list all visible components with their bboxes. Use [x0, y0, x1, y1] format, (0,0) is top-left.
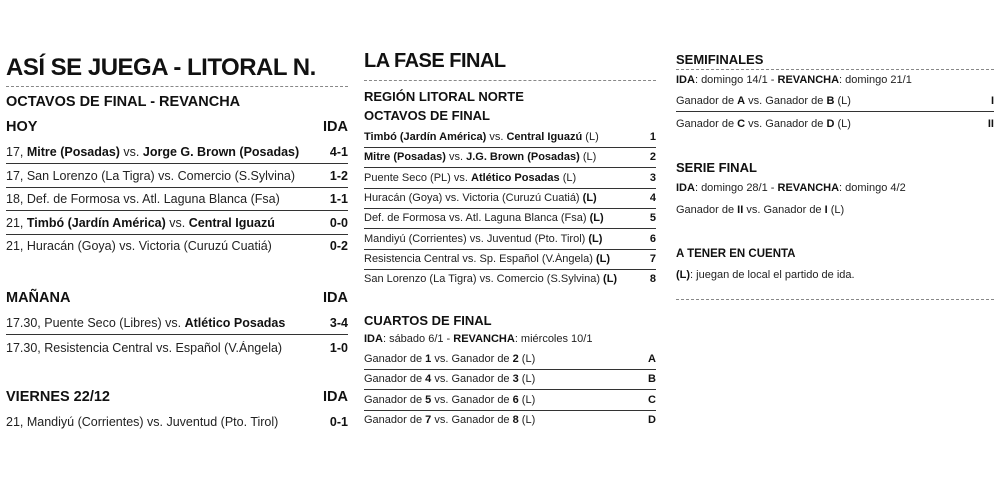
match-value: 3-4: [329, 316, 348, 330]
page-title: ASÍ SE JUEGA - LITORAL N.: [6, 54, 316, 81]
note-text: (L): juegan de local el partido de ida.: [676, 269, 855, 281]
match-value: 0-0: [329, 215, 348, 230]
match-value: 3: [649, 171, 656, 184]
match-text: Ganador de 5 vs. Ganador de 6 (L): [364, 393, 536, 406]
day-label: HOY: [6, 119, 38, 135]
match-value: 1-2: [329, 168, 348, 183]
match-text: 18, Def. de Formosa vs. Atl. Laguna Blanca (Fsa): [6, 192, 280, 206]
match-text: Puente Seco (PL) vs. Atlético Posadas (L): [364, 171, 577, 184]
octavos-row: [364, 188, 656, 209]
cuartos-row: [364, 349, 656, 370]
semis-divider: [676, 69, 994, 70]
cuartos-row: [364, 410, 656, 430]
match-value: B: [648, 373, 656, 386]
region-title: REGIÓN LITORAL NORTE: [364, 89, 524, 104]
day-label: VIERNES 22/12: [6, 389, 110, 405]
match-text: Ganador de C vs. Ganador de D (L): [676, 118, 851, 130]
cuartos-title: CUARTOS DE FINAL: [364, 313, 492, 328]
day-label: MAÑANA: [6, 290, 71, 306]
match-text: 21, Timbó (Jardín América) vs. Central Iguazú: [6, 215, 275, 230]
ida-label: IDA: [323, 389, 348, 405]
match-value: D: [648, 413, 656, 426]
block-header-viernes: [6, 389, 348, 405]
match-text: Def. de Formosa vs. Atl. Laguna Blanca (Fsa) (L): [364, 212, 604, 225]
match-text: Ganador de A vs. Ganador de B (L): [676, 95, 851, 107]
cuartos-schedule: IDA: sábado 6/1 - REVANCHA: miércoles 10/1: [364, 333, 593, 345]
final-matchup: Ganador de II vs. Ganador de I (L): [676, 204, 845, 216]
octavos-title: OCTAVOS DE FINAL: [364, 108, 490, 123]
match-value: I: [990, 95, 994, 107]
match-text: 17, San Lorenzo (La Tigra) vs. Comercio (S.Sylvina): [6, 168, 296, 183]
match-value: C: [648, 393, 656, 406]
result-row: [6, 411, 348, 433]
octavos-row: [364, 127, 656, 148]
ida-label: IDA: [323, 119, 348, 135]
match-value: 8: [649, 273, 656, 286]
match-text: 17, Mitre (Posadas) vs. Jorge G. Brown (Posadas): [6, 145, 300, 159]
match-text: 17.30, Resistencia Central vs. Español (V.Ángela): [6, 341, 283, 355]
match-text: Mitre (Posadas) vs. J.G. Brown (Posadas) (L): [364, 151, 597, 164]
block-header-manana: [6, 290, 348, 306]
cuartos-row: [364, 369, 656, 390]
match-value: 0-2: [329, 239, 348, 253]
match-text: Ganador de 4 vs. Ganador de 3 (L): [364, 373, 536, 386]
match-value: 0-1: [329, 415, 348, 429]
match-text: Huracán (Goya) vs. Victoria (Curuzú Cuatiá) (L): [364, 191, 597, 204]
octavos-row: [364, 269, 656, 289]
match-value: II: [987, 118, 994, 130]
match-text: Timbó (Jardín América) vs. Central Iguazú (L): [364, 131, 599, 143]
title-divider: [6, 86, 348, 87]
final-title: SERIE FINAL: [676, 160, 757, 175]
match-value: 7: [649, 252, 656, 265]
match-text: 21, Mandiyú (Corrientes) vs. Juventud (Pto. Tirol): [6, 415, 279, 429]
result-row: [6, 188, 348, 211]
octavos-row: [364, 249, 656, 270]
block-header-hoy: [6, 119, 348, 135]
final-schedule: IDA: domingo 28/1 - REVANCHA: domingo 4/2: [676, 182, 906, 194]
octavos-row: [364, 229, 656, 250]
semis-row: [676, 114, 994, 134]
semis-row: [676, 91, 994, 112]
match-value: 6: [649, 232, 656, 245]
semis-schedule: IDA: domingo 14/1 - REVANCHA: domingo 21/1: [676, 74, 912, 86]
match-text: Ganador de 7 vs. Ganador de 8 (L): [364, 413, 536, 426]
result-row: [6, 165, 348, 188]
match-value: 1-1: [329, 192, 348, 206]
match-value: 1: [649, 131, 656, 143]
section-title: OCTAVOS DE FINAL - REVANCHA: [6, 94, 241, 110]
note-divider: [676, 299, 994, 300]
note-title: A TENER EN CUENTA: [676, 248, 796, 260]
result-row: [6, 312, 348, 335]
match-value: 2: [649, 151, 656, 164]
match-text: Resistencia Central vs. Sp. Español (V.Ángela) (L): [364, 252, 610, 265]
ida-label: IDA: [323, 290, 348, 306]
octavos-row: [364, 168, 656, 189]
match-text: 17.30, Puente Seco (Libres) vs. Atlético Posadas: [6, 316, 286, 330]
match-value: 4-1: [329, 145, 348, 159]
cuartos-row: [364, 390, 656, 411]
match-text: Mandiyú (Corrientes) vs. Juventud (Pto. Tirol) (L): [364, 232, 603, 245]
fase-divider: [364, 80, 656, 81]
match-text: 21, Huracán (Goya) vs. Victoria (Curuzú Cuatiá): [6, 239, 272, 253]
match-text: San Lorenzo (La Tigra) vs. Comercio (S.Sylvina) (L): [364, 273, 618, 286]
match-value: 5: [649, 212, 656, 225]
result-row: [6, 235, 348, 257]
match-value: A: [648, 353, 656, 365]
octavos-row: [364, 208, 656, 229]
match-value: 1-0: [329, 341, 348, 355]
result-row: [6, 141, 348, 164]
result-row: [6, 337, 348, 359]
match-value: 4: [649, 191, 656, 204]
octavos-row: [364, 147, 656, 168]
match-text: Ganador de 1 vs. Ganador de 2 (L): [364, 353, 536, 365]
fase-final-title: LA FASE FINAL: [364, 50, 506, 72]
result-row: [6, 212, 348, 235]
semis-title: SEMIFINALES: [676, 52, 764, 67]
